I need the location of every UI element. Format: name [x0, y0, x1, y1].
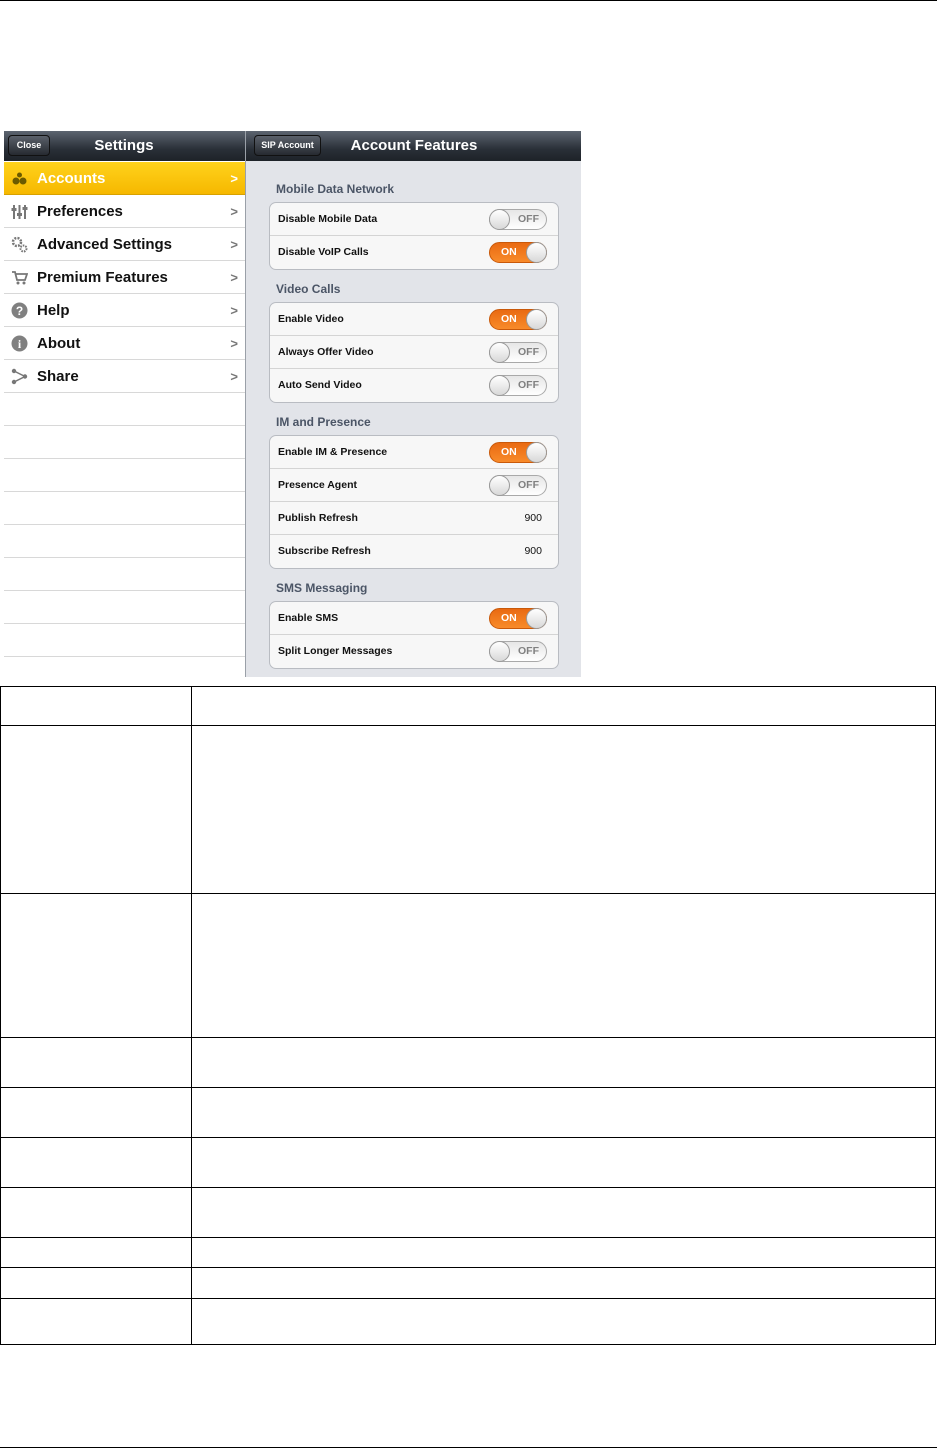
setting-label: Split Longer Messages [278, 645, 393, 657]
page-bottom-rule [0, 1447, 937, 1448]
setting-row-publish-refresh[interactable] [270, 502, 558, 535]
toggle-knob [489, 375, 510, 396]
setting-label: Auto Send Video [278, 379, 362, 391]
setting-row [270, 236, 558, 269]
question-icon [11, 302, 28, 319]
setting-row [270, 369, 558, 402]
auto-send-video-toggle[interactable] [489, 375, 547, 396]
group-im-presence [269, 435, 559, 569]
accounts-icon [11, 170, 28, 187]
menu-item-label: Premium Features [37, 269, 168, 286]
table-cell [192, 1138, 936, 1188]
chevron-right-icon: > [230, 270, 238, 285]
menu-item-label: About [37, 335, 81, 352]
setting-row-subscribe-refresh[interactable] [270, 535, 558, 568]
settings-panel [4, 131, 245, 677]
svg-text:?: ? [15, 304, 24, 318]
empty-row [4, 624, 245, 657]
setting-label: Always Offer Video [278, 346, 374, 358]
table-cell [1, 1088, 192, 1138]
table-cell [1, 726, 192, 894]
toggle-knob [489, 641, 510, 662]
table-cell [192, 894, 936, 1038]
setting-row [270, 203, 558, 236]
presence-agent-toggle[interactable] [489, 475, 547, 496]
toggle-knob [526, 309, 547, 330]
toggle-state: ON [501, 246, 517, 258]
table-cell [1, 1038, 192, 1088]
table-row [1, 687, 936, 726]
section-title-sms: SMS Messaging [276, 581, 368, 595]
table-row [1, 1238, 936, 1268]
empty-row [4, 525, 245, 558]
table-row [1, 1088, 936, 1138]
section-title-mobile-data: Mobile Data Network [276, 182, 395, 196]
page-top-rule [0, 0, 937, 1]
menu-item-accounts[interactable] [4, 162, 245, 195]
account-features-panel [245, 131, 581, 677]
toggle-state: ON [501, 313, 517, 325]
table-cell [192, 687, 936, 726]
toggle-knob [489, 209, 510, 230]
subscribe-refresh-value: 900 [524, 545, 542, 557]
menu-item-help[interactable] [4, 294, 245, 327]
menu-item-preferences[interactable] [4, 195, 245, 228]
gears-icon [11, 236, 28, 253]
setting-row [270, 436, 558, 469]
account-features-title: Account Features [350, 137, 478, 154]
table-cell [192, 1088, 936, 1138]
menu-item-label: Accounts [37, 170, 106, 187]
empty-row [4, 393, 245, 426]
setting-label: Enable Video [278, 313, 344, 325]
table-row [1, 894, 936, 1038]
section-title-video-calls: Video Calls [276, 282, 341, 296]
toggle-state: OFF [518, 346, 539, 358]
back-button[interactable] [254, 135, 321, 156]
chevron-right-icon: > [230, 369, 238, 384]
toggle-state: OFF [518, 479, 539, 491]
chevron-right-icon: > [230, 171, 238, 186]
settings-title: Settings [94, 137, 154, 154]
description-table [0, 686, 936, 1345]
table-row [1, 1188, 936, 1238]
empty-row [4, 591, 245, 624]
back-button-label: SIP Account [261, 140, 314, 150]
enable-sms-toggle[interactable] [489, 608, 547, 629]
toggle-knob [489, 342, 510, 363]
table-cell [1, 1188, 192, 1238]
chevron-right-icon: > [230, 303, 238, 318]
table-row [1, 1268, 936, 1299]
empty-row [4, 558, 245, 591]
setting-row [270, 602, 558, 635]
toggle-knob [526, 442, 547, 463]
section-title-im-presence: IM and Presence [276, 415, 371, 429]
setting-label: Disable Mobile Data [278, 213, 378, 225]
menu-item-advanced-settings[interactable] [4, 228, 245, 261]
toggle-state: OFF [518, 379, 539, 391]
cart-icon [11, 269, 28, 286]
table-cell [192, 1238, 936, 1268]
publish-refresh-value: 900 [524, 512, 542, 524]
menu-item-about[interactable] [4, 327, 245, 360]
group-mobile-data [269, 202, 559, 270]
sliders-icon [11, 203, 28, 220]
settings-menu [4, 162, 245, 657]
menu-item-label: Share [37, 368, 79, 385]
table-row [1, 1138, 936, 1188]
toggle-state: OFF [518, 645, 539, 657]
split-longer-messages-toggle[interactable] [489, 641, 547, 662]
table-cell [1, 1268, 192, 1299]
svg-text:i: i [17, 337, 22, 351]
setting-label: Disable VoIP Calls [278, 246, 369, 258]
chevron-right-icon: > [230, 336, 238, 351]
table-row [1, 1299, 936, 1345]
toggle-knob [489, 475, 510, 496]
chevron-right-icon: > [230, 204, 238, 219]
menu-item-label: Preferences [37, 203, 123, 220]
setting-label: Enable SMS [278, 612, 339, 624]
toggle-knob [526, 242, 547, 263]
toggle-state: OFF [518, 213, 539, 225]
enable-video-toggle[interactable] [489, 309, 547, 330]
table-cell [192, 1299, 936, 1345]
table-cell [1, 687, 192, 726]
chevron-right-icon: > [230, 237, 238, 252]
menu-item-share[interactable] [4, 360, 245, 393]
table-cell [1, 1299, 192, 1345]
table-cell [192, 1188, 936, 1238]
toggle-state: ON [501, 446, 517, 458]
enable-im-presence-toggle[interactable] [489, 442, 547, 463]
setting-row [270, 469, 558, 502]
setting-label: Publish Refresh [278, 512, 358, 524]
account-features-navbar [246, 131, 581, 161]
empty-row [4, 492, 245, 525]
table-cell [1, 894, 192, 1038]
empty-row [4, 426, 245, 459]
table-cell [1, 1238, 192, 1268]
group-sms [269, 601, 559, 669]
setting-row [270, 303, 558, 336]
info-icon [11, 335, 28, 352]
menu-item-label: Advanced Settings [37, 236, 173, 253]
disable-voip-calls-toggle[interactable] [489, 242, 547, 263]
menu-item-premium-features[interactable] [4, 261, 245, 294]
table-cell [192, 1038, 936, 1088]
setting-label: Subscribe Refresh [278, 545, 371, 557]
close-button[interactable]: Close [8, 135, 50, 156]
setting-label: Presence Agent [278, 479, 357, 491]
settings-navbar [4, 131, 245, 161]
toggle-state: ON [501, 612, 517, 624]
table-cell [192, 726, 936, 894]
table-row [1, 1038, 936, 1088]
table-cell [192, 1268, 936, 1299]
group-video-calls [269, 302, 559, 403]
setting-row [270, 635, 558, 668]
toggle-knob [526, 608, 547, 629]
always-offer-video-toggle[interactable] [489, 342, 547, 363]
disable-mobile-data-toggle[interactable] [489, 209, 547, 230]
empty-row [4, 459, 245, 492]
app-screenshot [4, 131, 581, 677]
table-row [1, 726, 936, 894]
setting-label: Enable IM & Presence [278, 446, 388, 458]
table-cell [1, 1138, 192, 1188]
menu-item-label: Help [37, 302, 70, 319]
share-icon [11, 368, 28, 385]
setting-row [270, 336, 558, 369]
